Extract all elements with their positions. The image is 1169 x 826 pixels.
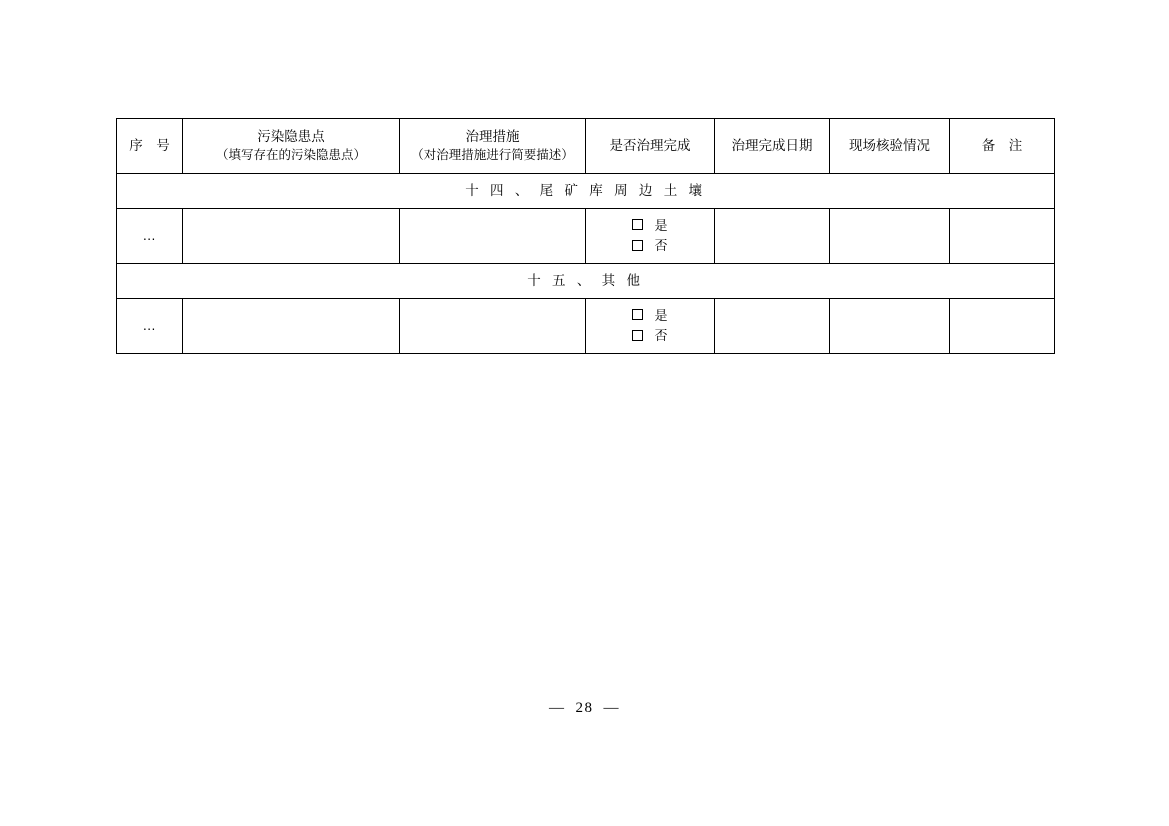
header-measure-sublabel: （对治理措施进行简要描述）: [411, 147, 574, 162]
header-cell-completed: [586, 119, 715, 174]
row-completion-date-cell[interactable]: [715, 209, 830, 264]
header-completed-label: 是否治理完成: [609, 137, 691, 153]
checkbox-option-no[interactable]: [632, 238, 667, 253]
header-cell-hazard-point: [183, 119, 400, 174]
header-cell-measure: [400, 119, 586, 174]
row-completed-cell: [586, 299, 715, 354]
header-cell-remark: [950, 119, 1055, 174]
header-cell-completion-date: [715, 119, 830, 174]
row-verification-cell[interactable]: [830, 299, 950, 354]
section-header-row: [117, 174, 1055, 209]
header-hazard-point-label: 污染隐患点: [257, 129, 325, 145]
checkbox-no-label: 否: [654, 238, 668, 254]
header-measure-label: 治理措施: [465, 129, 520, 145]
checkbox-yes-icon[interactable]: [632, 309, 643, 320]
checkbox-yes-icon[interactable]: [632, 219, 643, 230]
row-measure-cell[interactable]: [400, 299, 586, 354]
row-completed-cell: [586, 209, 715, 264]
row-hazard-point-cell[interactable]: [183, 299, 400, 354]
section-header-row: [117, 264, 1055, 299]
page-number-right-dash: —: [603, 700, 620, 716]
checkbox-yes-label: 是: [654, 217, 668, 233]
completed-checkbox-group: [632, 215, 667, 256]
row-remark-cell[interactable]: [950, 299, 1055, 354]
header-index-label: 序 号: [129, 137, 170, 153]
table-header-row: [117, 119, 1055, 174]
checkbox-no-icon[interactable]: [632, 240, 643, 251]
row-remark-cell[interactable]: [950, 209, 1055, 264]
checkbox-yes-label: 是: [654, 307, 668, 323]
completed-checkbox-group: [632, 305, 667, 346]
row-verification-cell[interactable]: [830, 209, 950, 264]
page-number-left-dash: —: [549, 700, 566, 716]
checkbox-option-yes[interactable]: [632, 217, 667, 232]
checkbox-no-label: 否: [654, 328, 668, 344]
header-verification-label: 现场核验情况: [849, 137, 930, 153]
header-hazard-point-sublabel: （填写存在的污染隐患点）: [215, 147, 366, 162]
table-row: [117, 299, 1055, 354]
header-completion-date-label: 治理完成日期: [731, 137, 813, 153]
section-title-cell: 十 四 、 尾 矿 库 周 边 土 壤: [117, 174, 1055, 209]
section-title-cell: 十 五 、 其 他: [117, 264, 1055, 299]
checkbox-option-no[interactable]: [632, 328, 667, 343]
row-hazard-point-cell[interactable]: [183, 209, 400, 264]
checkbox-option-yes[interactable]: [632, 307, 667, 322]
header-cell-verification: [830, 119, 950, 174]
row-measure-cell[interactable]: [400, 209, 586, 264]
table-row: [117, 209, 1055, 264]
pollution-hazard-table-container: [116, 118, 1054, 354]
page-number-value: 28: [575, 700, 594, 716]
header-cell-index: [117, 119, 183, 174]
header-remark-label: 备 注: [981, 137, 1023, 153]
page-number: [0, 700, 1169, 717]
pollution-hazard-table: [116, 118, 1055, 354]
row-completion-date-cell[interactable]: [715, 299, 830, 354]
checkbox-no-icon[interactable]: [632, 330, 643, 341]
row-index-cell: …: [117, 299, 183, 354]
row-index-cell: …: [117, 209, 183, 264]
